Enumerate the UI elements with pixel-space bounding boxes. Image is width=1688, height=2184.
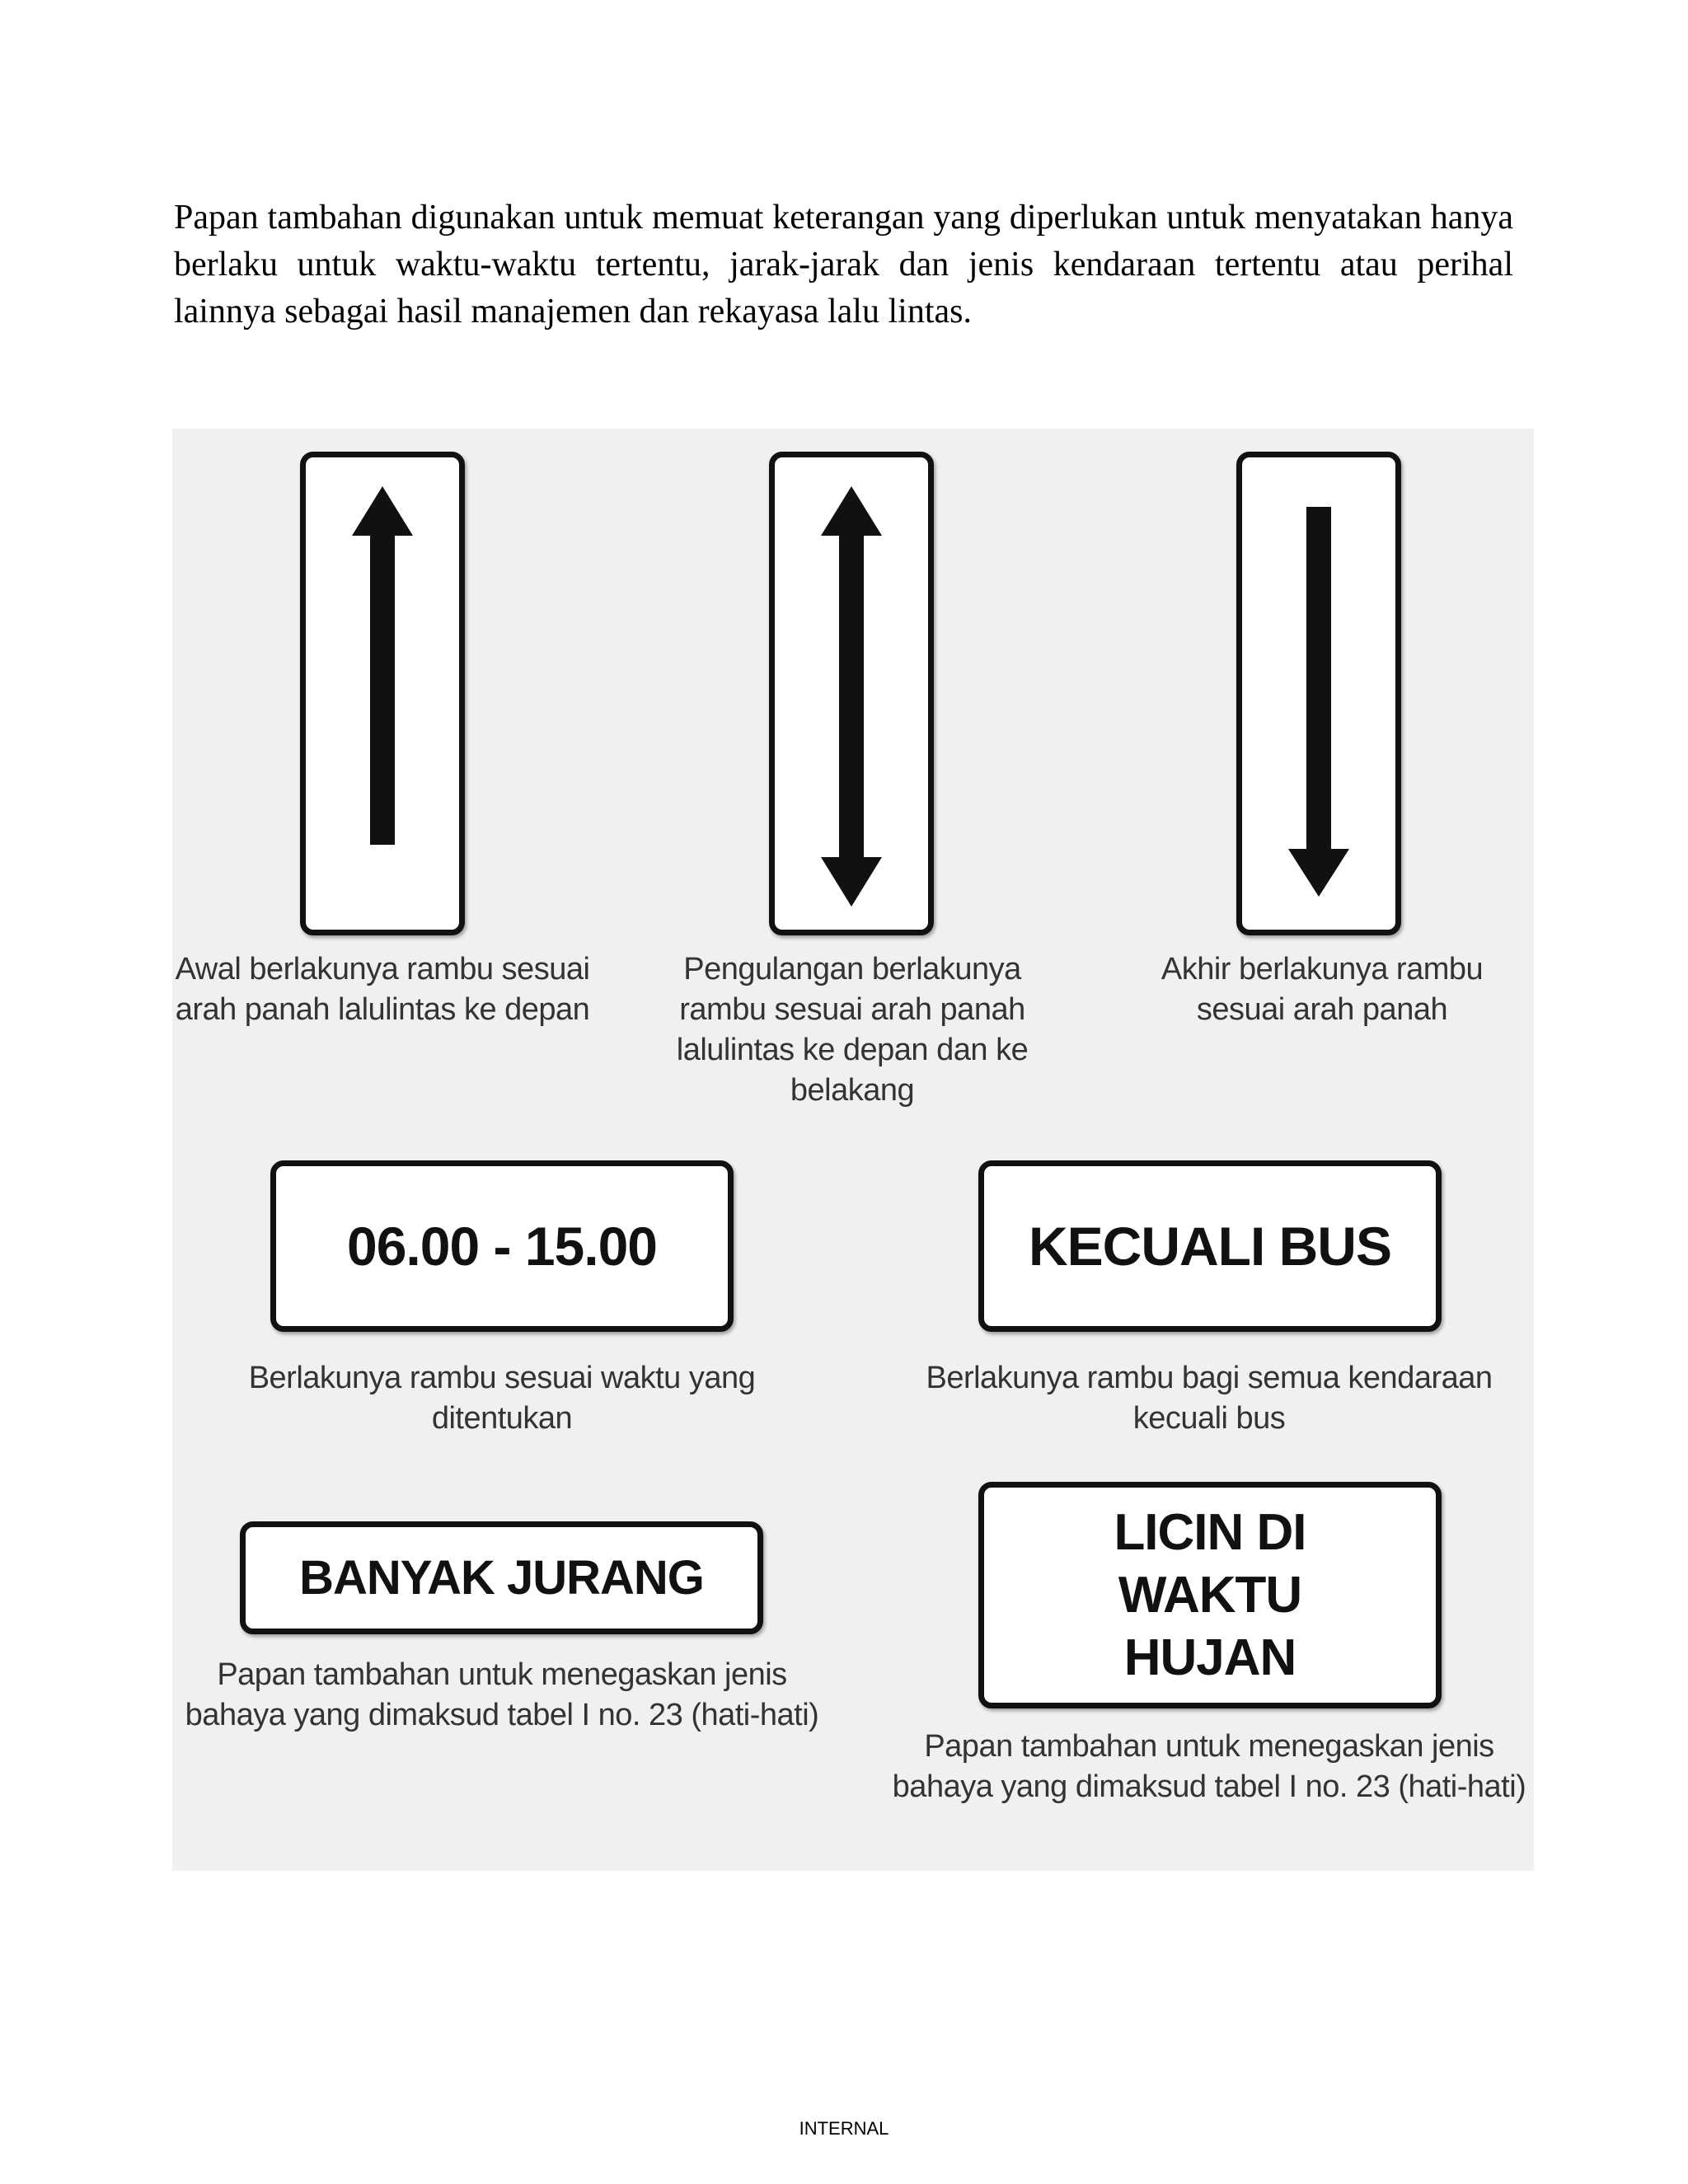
sign-except-bus: [978, 1160, 1442, 1332]
caption-arrow-down: Akhir berlakunya rambu sesuai arah panah: [1160, 952, 1484, 1027]
caption-arrow-up-down: Pengulangan berlakunya rambu sesuai arah panah lalulintas ke depan dan ke belakang: [676, 952, 1029, 1108]
sign-ravine-text: BANYAK JURANG: [299, 1551, 704, 1605]
intro-paragraph: Papan tambahan digunakan untuk memuat keterangan yang diperlukan untuk menyatakan hanya berlaku untuk waktu-waktu tertentu, jarak-jarak dan jenis kendaraan tertentu atau perihal lainnya sebagai hasil manajemen dan rekayasa lalu lintas.: [174, 199, 1513, 330]
arrow-up-down-icon: [775, 457, 928, 930]
caption-slippery: Papan tambahan untuk menegaskan jenis bahaya yang dimaksud tabel I no. 23 (hati-hati): [892, 1729, 1526, 1804]
sign-slippery: [978, 1482, 1442, 1708]
caption-ravine: Papan tambahan untuk menegaskan jenis bahaya yang dimaksud tabel I no. 23 (hati-hati): [185, 1657, 819, 1732]
sign-except-bus-text: KECUALI BUS: [1028, 1216, 1391, 1277]
sign-slippery-text: LICIN DI WAKTU HUJAN: [1114, 1503, 1306, 1686]
sign-arrow-down: [1236, 452, 1401, 935]
caption-except-bus: Berlakunya rambu bagi semua kendaraan kecuali bus: [926, 1361, 1493, 1436]
footer-label: INTERNAL: [799, 2118, 889, 2139]
sign-time: [270, 1160, 734, 1332]
sign-arrow-up: [300, 452, 465, 935]
caption-time: Berlakunya rambu sesuai waktu yang ditentukan: [248, 1361, 756, 1436]
sign-arrow-up-down: [769, 452, 934, 935]
caption-arrow-up: Awal berlakunya rambu sesuai arah panah lalulintas ke depan: [175, 952, 590, 1027]
arrow-down-icon: [1242, 457, 1395, 930]
arrow-up-icon: [306, 457, 459, 930]
sign-ravine: [240, 1521, 763, 1634]
sign-figure: [172, 429, 1534, 1871]
sign-time-text: 06.00 - 15.00: [347, 1216, 657, 1277]
